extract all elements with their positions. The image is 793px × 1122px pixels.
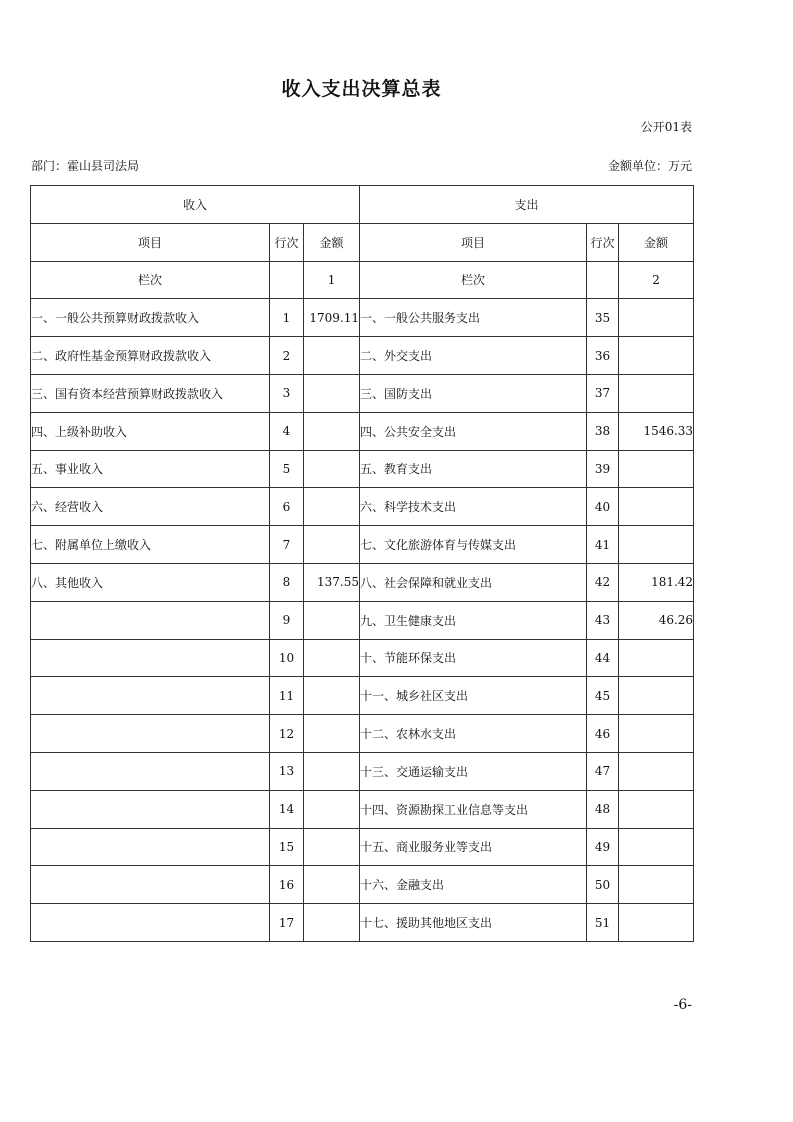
expense-amount-cell [619, 299, 694, 337]
income-row-no-cell: 9 [270, 601, 304, 639]
table-row [31, 299, 694, 337]
table-row [31, 677, 694, 715]
expense-amount-cell: 181.42 [619, 563, 694, 601]
income-amount-cell [304, 526, 360, 564]
expense-col-number: 2 [619, 261, 694, 299]
income-col-label: 栏次 [31, 261, 270, 299]
expense-amount-cell [619, 526, 694, 564]
expense-item-cell: 十七、援助其他地区支出 [360, 904, 587, 942]
income-item-cell [31, 601, 270, 639]
income-item-cell: 五、事业收入 [31, 450, 270, 488]
income-item-cell: 三、国有资本经营预算财政拨款收入 [31, 374, 270, 412]
expense-row-no-cell: 51 [587, 904, 619, 942]
income-amount-cell [304, 866, 360, 904]
expense-row-no-cell: 45 [587, 677, 619, 715]
income-item-cell [31, 752, 270, 790]
expense-amount-cell [619, 752, 694, 790]
page-number: -6- [673, 997, 692, 1013]
expense-item-cell: 十、节能环保支出 [360, 639, 587, 677]
expense-item-cell: 十二、农林水支出 [360, 715, 587, 753]
income-col-number: 1 [304, 261, 360, 299]
table-row [31, 752, 694, 790]
income-section-header: 收入 [31, 186, 360, 224]
income-row-no-cell: 12 [270, 715, 304, 753]
table-row [31, 374, 694, 412]
income-row-no-cell: 15 [270, 828, 304, 866]
table-row [31, 601, 694, 639]
expense-item-cell: 九、卫生健康支出 [360, 601, 587, 639]
income-item-cell [31, 639, 270, 677]
expense-item-cell: 十六、金融支出 [360, 866, 587, 904]
income-item-cell: 二、政府性基金预算财政拨款收入 [31, 337, 270, 375]
table-row [31, 639, 694, 677]
expense-row-no-cell: 39 [587, 450, 619, 488]
income-row-no-cell: 6 [270, 488, 304, 526]
income-item-cell: 四、上级补助收入 [31, 412, 270, 450]
expense-row-no-cell: 35 [587, 299, 619, 337]
department-label: 部门：霍山县司法局 [31, 159, 140, 173]
income-row-no-cell: 11 [270, 677, 304, 715]
expense-row-no-header: 行次 [587, 223, 619, 261]
income-item-cell: 六、经营收入 [31, 488, 270, 526]
expense-item-cell: 四、公共安全支出 [360, 412, 587, 450]
expense-item-header: 项目 [360, 223, 587, 261]
expense-item-cell: 二、外交支出 [360, 337, 587, 375]
income-row-no-header: 行次 [270, 223, 304, 261]
income-amount-cell [304, 601, 360, 639]
table-row [31, 337, 694, 375]
expense-row-no-cell: 37 [587, 374, 619, 412]
table-row [31, 715, 694, 753]
expense-amount-cell [619, 374, 694, 412]
income-row-no-cell: 5 [270, 450, 304, 488]
expense-item-cell: 十三、交通运输支出 [360, 752, 587, 790]
expense-amount-cell [619, 790, 694, 828]
income-item-cell [31, 677, 270, 715]
expense-row-no-cell: 42 [587, 563, 619, 601]
expense-amount-cell [619, 639, 694, 677]
income-item-cell [31, 866, 270, 904]
income-item-cell: 八、其他收入 [31, 563, 270, 601]
page-title: 收入支出决算总表 [281, 78, 442, 100]
expense-item-cell: 一、一般公共服务支出 [360, 299, 587, 337]
expense-row-no-cell: 36 [587, 337, 619, 375]
expense-section-header: 支出 [360, 186, 694, 224]
expense-row-no-cell: 38 [587, 412, 619, 450]
income-amount-cell [304, 677, 360, 715]
income-amount-cell: 137.55 [304, 563, 360, 601]
table-row [31, 563, 694, 601]
expense-amount-cell [619, 828, 694, 866]
table-row [31, 866, 694, 904]
table-row [31, 488, 694, 526]
expense-item-cell: 三、国防支出 [360, 374, 587, 412]
income-item-cell [31, 715, 270, 753]
expense-row-no-cell: 46 [587, 715, 619, 753]
income-row-no-cell: 7 [270, 526, 304, 564]
income-row-no-cell: 4 [270, 412, 304, 450]
income-amount-cell [304, 904, 360, 942]
income-amount-cell [304, 715, 360, 753]
income-item-cell [31, 790, 270, 828]
table-row [31, 904, 694, 942]
expense-item-cell: 十一、城乡社区支出 [360, 677, 587, 715]
expense-row-no-cell: 43 [587, 601, 619, 639]
expense-item-cell: 十五、商业服务业等支出 [360, 828, 587, 866]
expense-row-no-cell: 47 [587, 752, 619, 790]
expense-amount-cell [619, 337, 694, 375]
income-amount-cell: 1709.11 [304, 299, 360, 337]
income-row-no-cell: 1 [270, 299, 304, 337]
expense-row-no-cell: 44 [587, 639, 619, 677]
income-amount-cell [304, 412, 360, 450]
table-row [31, 790, 694, 828]
expense-item-cell: 八、社会保障和就业支出 [360, 563, 587, 601]
expense-amount-cell [619, 866, 694, 904]
income-item-cell: 七、附属单位上缴收入 [31, 526, 270, 564]
expense-item-cell: 十四、资源勘探工业信息等支出 [360, 790, 587, 828]
income-col-empty [270, 261, 304, 299]
expense-row-no-cell: 40 [587, 488, 619, 526]
header-row-col-numbers [31, 261, 694, 299]
expense-amount-cell: 46.26 [619, 601, 694, 639]
income-amount-cell [304, 828, 360, 866]
form-number: 公开01表 [640, 120, 692, 134]
header-row-columns [31, 223, 694, 261]
expense-amount-header: 金额 [619, 223, 694, 261]
expense-item-cell: 五、教育支出 [360, 450, 587, 488]
expense-col-label: 栏次 [360, 261, 587, 299]
expense-amount-cell: 1546.33 [619, 412, 694, 450]
income-amount-cell [304, 337, 360, 375]
table-row [31, 450, 694, 488]
expense-amount-cell [619, 450, 694, 488]
income-row-no-cell: 13 [270, 752, 304, 790]
income-amount-cell [304, 374, 360, 412]
expense-row-no-cell: 49 [587, 828, 619, 866]
income-amount-cell [304, 639, 360, 677]
expense-amount-cell [619, 488, 694, 526]
income-amount-cell [304, 488, 360, 526]
header-row-sections [31, 186, 694, 224]
expense-row-no-cell: 41 [587, 526, 619, 564]
income-item-cell [31, 828, 270, 866]
table-row [31, 526, 694, 564]
income-row-no-cell: 14 [270, 790, 304, 828]
expense-col-empty [587, 261, 619, 299]
expense-row-no-cell: 50 [587, 866, 619, 904]
expense-amount-cell [619, 677, 694, 715]
income-amount-cell [304, 752, 360, 790]
income-row-no-cell: 17 [270, 904, 304, 942]
budget-table [30, 185, 694, 942]
expense-amount-cell [619, 904, 694, 942]
income-item-cell: 一、一般公共预算财政拨款收入 [31, 299, 270, 337]
income-item-cell [31, 904, 270, 942]
income-item-header: 项目 [31, 223, 270, 261]
income-amount-cell [304, 450, 360, 488]
expense-amount-cell [619, 715, 694, 753]
income-amount-header: 金额 [304, 223, 360, 261]
income-row-no-cell: 16 [270, 866, 304, 904]
table-row [31, 828, 694, 866]
expense-item-cell: 六、科学技术支出 [360, 488, 587, 526]
income-row-no-cell: 3 [270, 374, 304, 412]
expense-item-cell: 七、文化旅游体育与传媒支出 [360, 526, 587, 564]
income-row-no-cell: 8 [270, 563, 304, 601]
amount-unit-label: 金额单位：万元 [607, 159, 692, 173]
expense-row-no-cell: 48 [587, 790, 619, 828]
table-row [31, 412, 694, 450]
income-row-no-cell: 2 [270, 337, 304, 375]
income-amount-cell [304, 790, 360, 828]
income-row-no-cell: 10 [270, 639, 304, 677]
